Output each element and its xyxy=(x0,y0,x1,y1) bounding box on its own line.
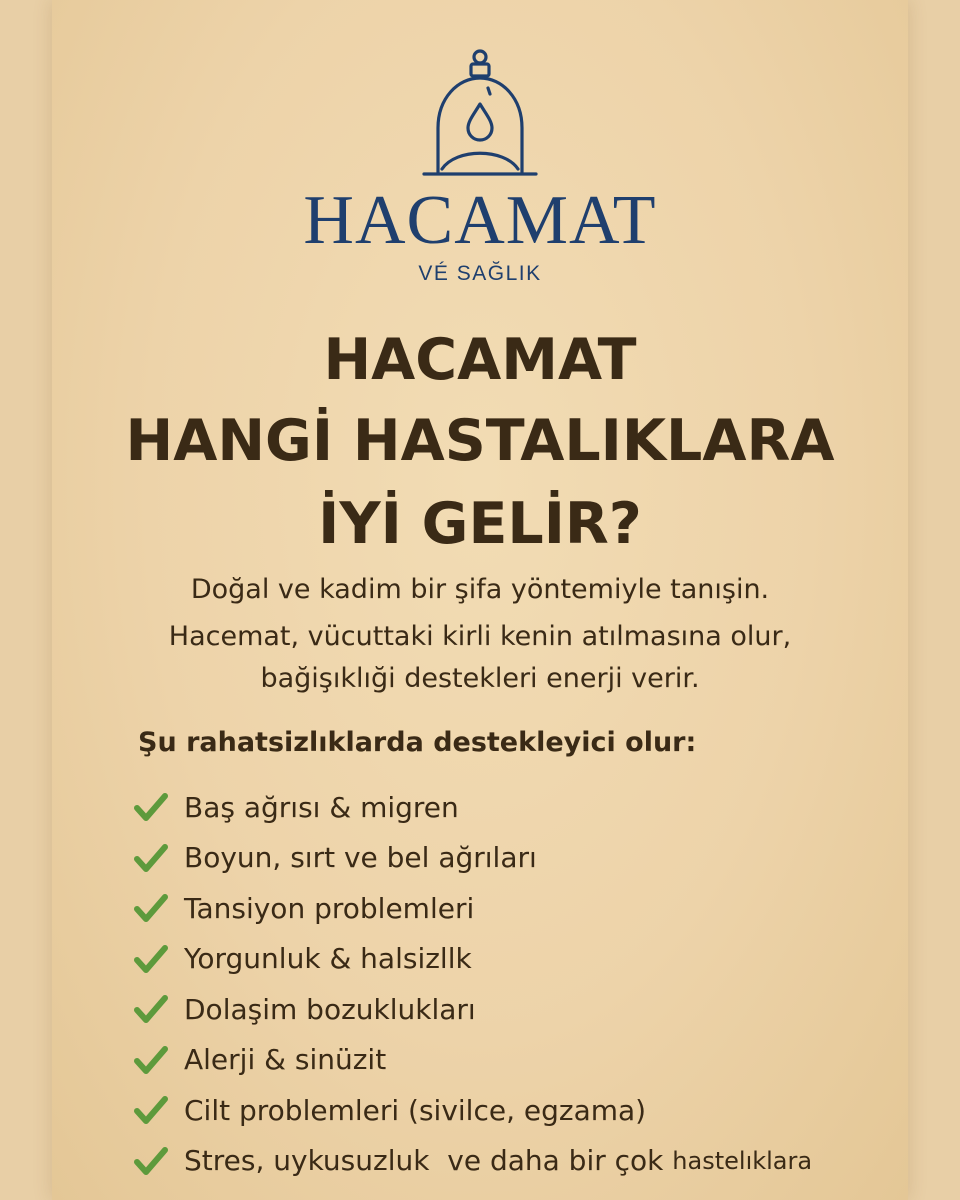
check-icon xyxy=(134,944,168,974)
intro-line-1: Doğal ve kadim bir şifa yöntemiyle tanışin. xyxy=(190,574,770,605)
list-item xyxy=(134,1085,812,1136)
list-item-label: Baş ağrısı & migren xyxy=(184,790,459,824)
list-item-label: Tansiyon problemleri xyxy=(184,891,475,925)
list-item xyxy=(134,1136,812,1187)
list-item-label: Yorgunluk & halsizllk xyxy=(184,942,472,976)
list-item-label-tail: hastelıklara xyxy=(672,1146,813,1175)
check-icon xyxy=(134,843,168,873)
list-item-label: Stres, uykusuzluk ve daha bir çok xyxy=(184,1144,664,1178)
benefit-list xyxy=(134,782,812,1186)
cupping-jar-icon xyxy=(416,48,544,180)
list-item-label: Boyun, sırt ve bel ağrıları xyxy=(184,841,537,875)
headline-line-1: HACAMAT xyxy=(323,327,637,393)
intro-line-2: Hacemat, vücuttaki kirli kenin atılmasına olur, xyxy=(168,621,792,652)
list-item xyxy=(134,984,812,1035)
check-icon xyxy=(134,792,168,822)
section-title: Şu rahatsizlıklarda destekleyici olur: xyxy=(138,727,697,758)
headline-line-2: HANGİ HASTALIKLARA xyxy=(125,408,835,474)
check-icon xyxy=(134,1095,168,1125)
intro-line-3: bağişıklıği destekleri enerji verir. xyxy=(260,663,700,694)
check-icon xyxy=(134,994,168,1024)
check-icon xyxy=(134,893,168,923)
brand-name: HACAMAT xyxy=(303,182,657,259)
list-item xyxy=(134,883,812,934)
list-item-label: Alerji & sinüzit xyxy=(184,1043,387,1077)
list-item xyxy=(134,934,812,985)
list-item-label: Dolaşim bozuklukları xyxy=(184,992,476,1026)
check-icon xyxy=(134,1146,168,1176)
headline-line-3: İYİ GELİR? xyxy=(318,491,642,557)
list-item xyxy=(134,833,812,884)
brand-tagline: VÉ SAĞLIK xyxy=(418,262,542,285)
list-item-label: Cilt problemleri (sivilce, egzama) xyxy=(184,1093,647,1127)
check-icon xyxy=(134,1045,168,1075)
list-item xyxy=(134,782,812,833)
list-item xyxy=(134,1035,812,1086)
